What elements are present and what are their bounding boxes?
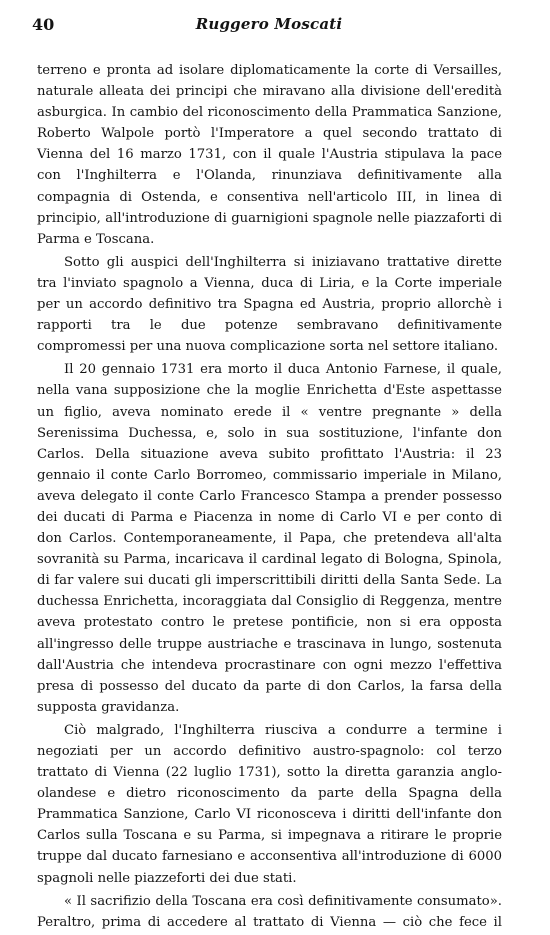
paragraph: « Il sacrifizio della Toscana era così definitivamente consumato». Peraltro, prima di accedere al trattato di Vienna — ciò che fece il xyxy=(37,893,502,930)
paragraph: terreno e pronta ad isolare diplomaticamente la corte di Versailles, naturale alleata dei principi che miravano alla divisione dell'eredità asburgica. In cambio del riconoscimento della Prammatica Sanzione, Roberto Walpole portò l'Imperatore a quel secondo trattato di Vienna del 16 marzo 1731, con il quale l'Austria stipulava la pace con l'Inghilterra e l'Olanda, rinunziava definitivamente alla compagnia di Ostenda, e consentiva nell'articolo III, in linea di principio, all'introduzione di guarnigioni spagnole nelle piazzaforti di Parma e Toscana. xyxy=(37,63,502,247)
paragraph: Il 20 gennaio 1731 era morto il duca Antonio Farnese, il quale, nella vana supposizione che la moglie Enrichetta d'Este aspettasse un figlio, aveva nominato erede il « ventre pregnante » della Serenissima Duchessa, e, solo in sua sostituzione, l'infante don Carlos. Della situazione aveva subito profittato l'Austria: il 23 gennaio il conte Carlo Borromeo, commissario imperiale in Milano, aveva delegato il conte Carlo Francesco Stampa a prender possesso dei ducati di Parma e Piacenza in nome di Carlo VI e per conto di don Carlos. Contemporaneamente, il Papa, che pretendeva all'alta sovranità su Parma, incaricava il cardinal legato di Bologna, Spinola, di far valere sui ducati gli imperscrittibili diritti della Santa Sede. La duchessa Enrichetta, incoraggiata dal Consiglio di Reggenza, mentre aveva protestato contro le pretese pontificie, non si era opposta all'ingresso delle truppe austriache e trascinava in lungo, sostenuta dall'Austria che intendeva procrastinare con ogni mezzo l'effettiva presa di possesso del ducato da parte di don Carlos, la farsa della supposta gravidanza. xyxy=(37,362,502,715)
paragraph: Ciò malgrado, l'Inghilterra riusciva a condurre a termine i negoziati per un accordo definitivo austro-spagnolo: col terzo trattato di Vienna (22 luglio 1731), sotto la diretta garanzia anglo-olandese e dietro riconoscimento da parte della Spagna della Prammatica Sanzione, Carlo VI riconosceva i diritti dell'infante don Carlos sulla Toscana e su Parma, si impegnava a ritirare le proprie truppe dal ducato farnesiano e acconsentiva all'introduzione di 6000 spagnoli nelle piazzeforti dei due stati. xyxy=(37,722,502,886)
page-number: 40 xyxy=(32,15,55,34)
page-header xyxy=(32,15,506,37)
running-head: Ruggero Moscati xyxy=(195,15,343,33)
paragraph: Sotto gli auspici dell'Inghilterra si iniziavano trattative dirette tra l'inviato spagnolo a Vienna, duca di Liria, e la Corte imperiale per un accordo definitivo tra Spagna ed Austria, proprio allorchè i rapporti tra le due potenze sembravano definitivamente compromessi per una nuova complicazione sorta nel settore italiano. xyxy=(37,254,502,355)
body-text xyxy=(37,60,502,935)
